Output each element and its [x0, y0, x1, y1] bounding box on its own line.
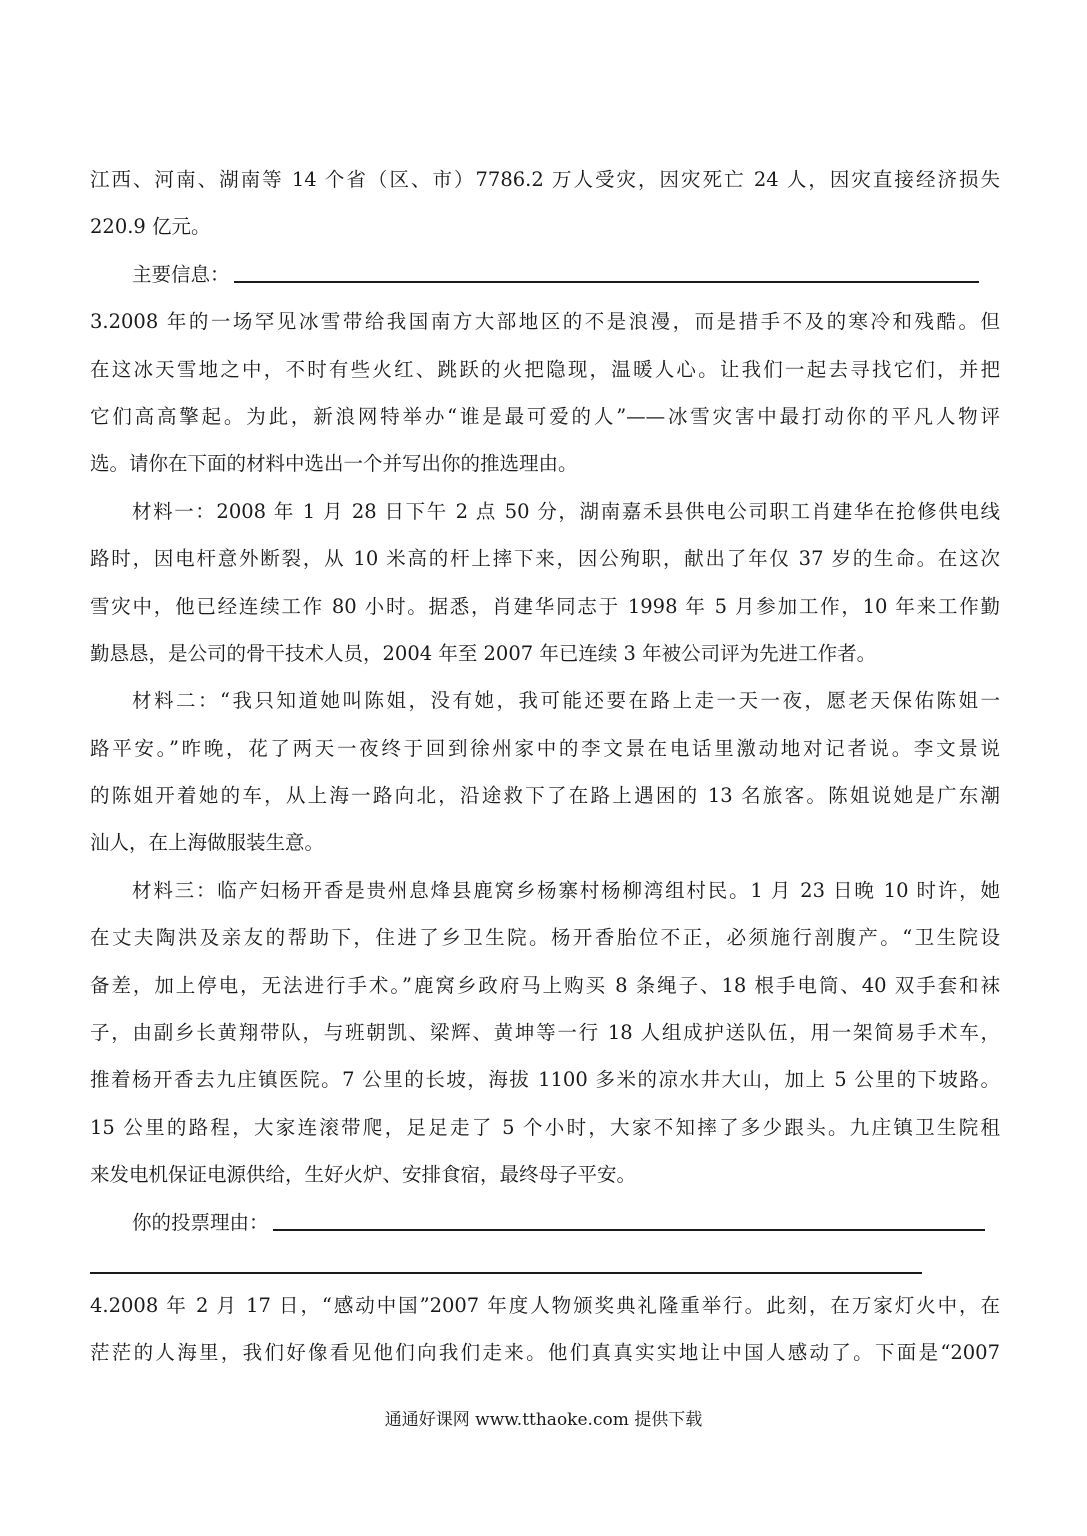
main-info-answer-line	[234, 281, 979, 283]
material3-line-1: 材料三：临产妇杨开香是贵州息烽县鹿窝乡杨寨村杨柳湾组村民。1 月 23 日晚 10 时许，她	[132, 878, 1000, 902]
material3-line-5: 推着杨开香去九庄镇医院。7 公里的长坡，海拔 1100 多米的凉水井大山，加上 5 公里的下坡路。	[90, 1068, 1000, 1092]
q3-intro-line-4: 选。请你在下面的材料中选出一个并写出你的推选理由。	[90, 452, 578, 476]
material3-line-2: 在丈夫陶洪及亲友的帮助下，住进了乡卫生院。杨开香胎位不正，必须施行剖腹产。“卫生院设	[90, 926, 1000, 950]
q4-line-1: 4.2008 年 2 月 17 日，“感动中国”2007 年度人物颁奖典礼隆重举行。此刻，在万家灯火中，在	[90, 1293, 1000, 1317]
main-info-row	[90, 251, 1000, 298]
q3-intro-line-1: 3.2008 年的一场罕见冰雪带给我国南方大部地区的不是浪漫，而是措手不及的寒冷和残酷。但	[90, 310, 1000, 334]
vote-reason-label: 你的投票理由：	[132, 1210, 269, 1234]
material2-line-4: 汕人，在上海做服装生意。	[90, 831, 325, 855]
material3-line-7: 来发电机保证电源供给，生好火炉、安排食宿，最终母子平安。	[90, 1163, 637, 1187]
vote-reason-answer-line	[273, 1229, 985, 1231]
material3-line-3: 备差，加上停电，无法进行手术。”鹿窝乡政府马上购买 8 条绳子、18 根手电筒、40 双手套和袜	[90, 973, 1000, 997]
material2-line-3: 的陈姐开着她的车，从上海一路向北，沿途救下了在路上遇困的 13 名旅客。陈姐说她是广东潮	[90, 784, 1000, 808]
q3-intro-line-2: 在这冰天雪地之中，不时有些火红、跳跃的火把隐现，温暖人心。让我们一起去寻找它们，并把	[90, 357, 1000, 381]
q3-intro-line-3: 它们高高擎起。为此，新浪网特举办“谁是最可爱的人”——冰雪灾害中最打动你的平凡人物评	[90, 404, 1000, 428]
material2-line-2: 路平安。”昨晚，花了两天一夜终于回到徐州家中的李文景在电话里激动地对记者说。李文景说	[90, 736, 1000, 760]
vote-reason-row	[90, 1199, 1000, 1246]
q2-line-1: 江西、河南、湖南等 14 个省（区、市）7786.2 万人受灾，因灾死亡 24 人，因灾直接经济损失	[90, 168, 1000, 191]
vote-reason-answer-line-2	[90, 1272, 922, 1274]
q4-line-2: 茫茫的人海里，我们好像看见他们向我们走来。他们真真实实地让中国人感动了。下面是“2007	[90, 1341, 1000, 1365]
material3-line-4: 子，由副乡长黄翔带队，与班朝凯、梁辉、黄坤等一行 18 人组成护送队伍，用一架简易手术车，	[90, 1021, 1000, 1045]
q2-line-2: 220.9 亿元。	[90, 215, 211, 239]
material1-line-2: 路时，因电杆意外断裂，从 10 米高的杆上摔下来，因公殉职，献出了年仅 37 岁的生命。在这次	[90, 547, 1000, 571]
page-footer: 通通好课网 www.tthaoke.com 提供下载	[384, 1410, 703, 1430]
main-info-label: 主要信息：	[132, 262, 230, 286]
material2-line-1: 材料二：“我只知道她叫陈姐，没有她，我可能还要在路上走一天一夜，愿老天保佑陈姐一	[132, 689, 1000, 713]
material1-line-3: 雪灾中，他已经连续工作 80 小时。据悉，肖建华同志于 1998 年 5 月参加工作，10 年来工作勤	[90, 594, 1000, 618]
document-body	[90, 156, 1000, 1377]
material3-line-6: 15 公里的路程，大家连滚带爬，足足走了 5 个小时，大家不知摔了多少跟头。九庄镇卫生院租	[90, 1115, 1000, 1139]
material1-line-1: 材料一：2008 年 1 月 28 日下午 2 点 50 分，湖南嘉禾县供电公司职工肖建华在抢修供电线	[132, 499, 1000, 523]
material1-line-4: 勤恳恳，是公司的骨干技术人员，2004 年至 2007 年已连续 3 年被公司评为先进工作者。	[90, 641, 877, 665]
